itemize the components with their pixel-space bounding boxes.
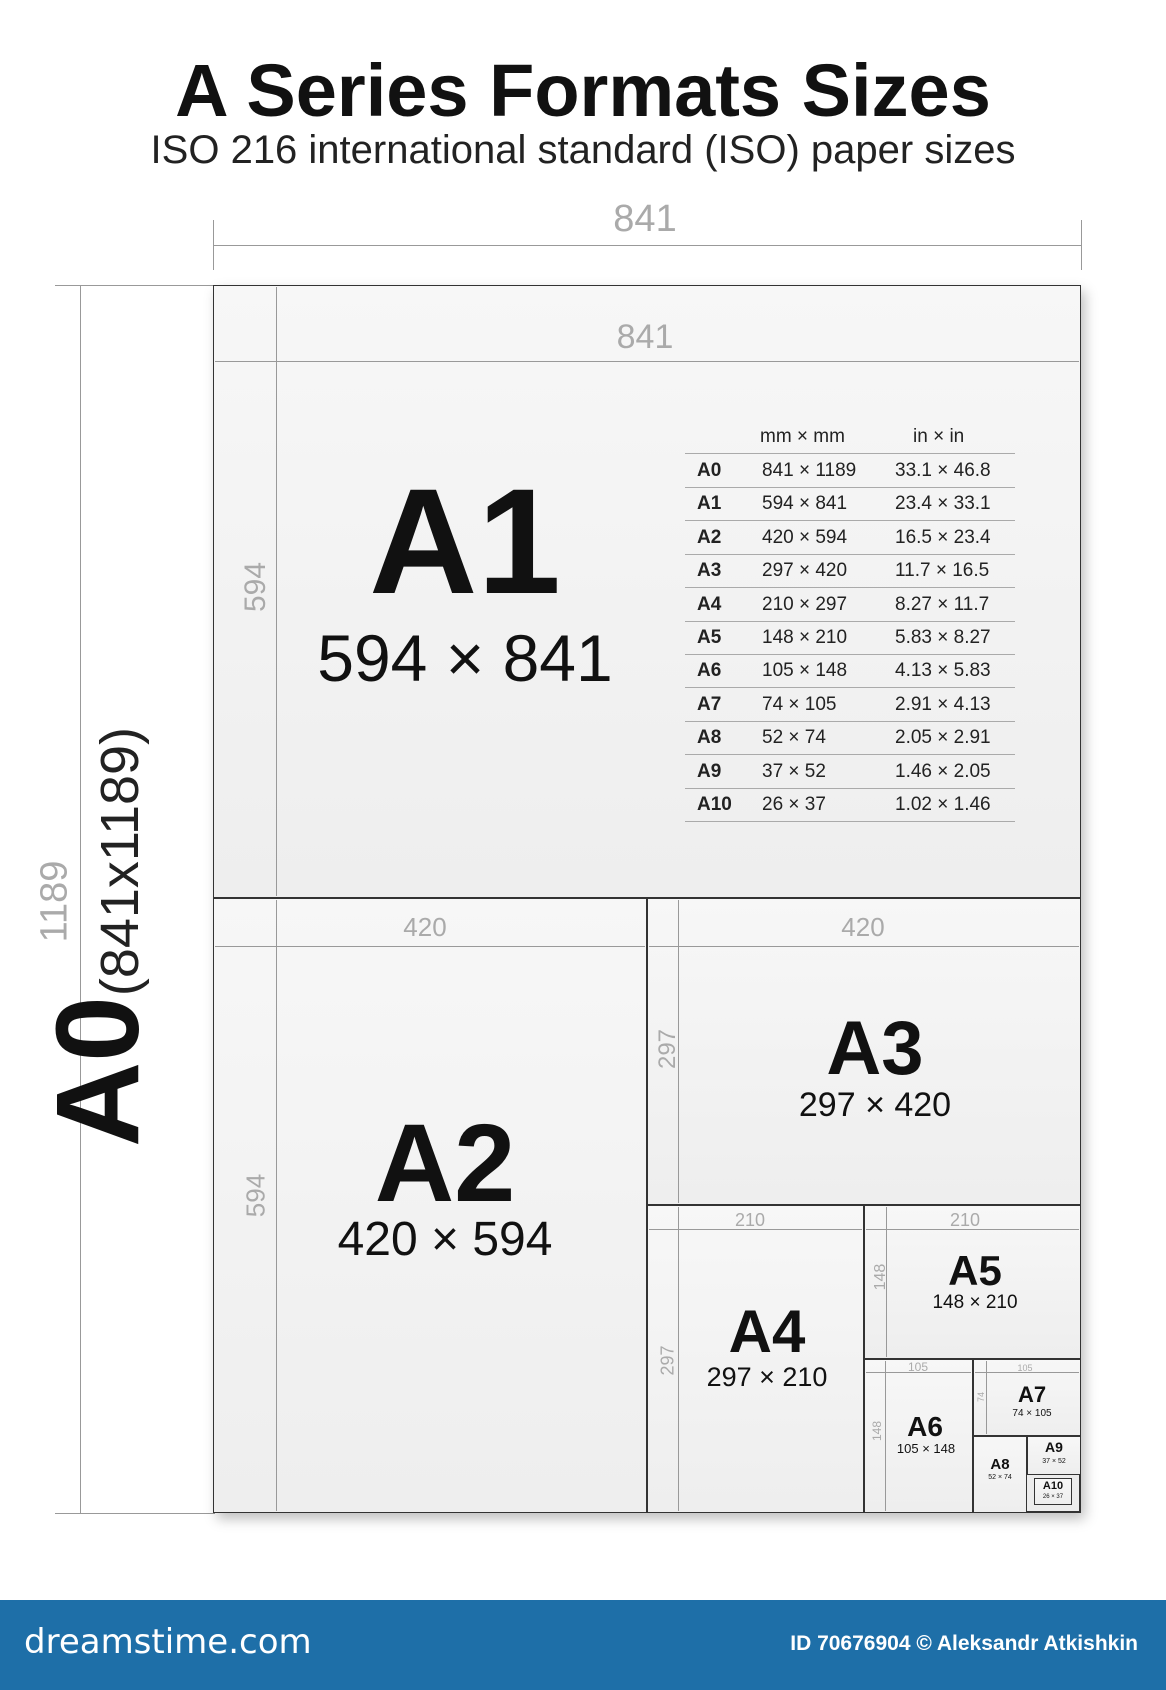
table-cell-format: A10	[697, 794, 732, 815]
a8-label: A8	[990, 1456, 1010, 1473]
a5-height-label: 148	[872, 1263, 889, 1291]
a1-label: A1	[369, 457, 561, 625]
a4-height-label: 297	[657, 1345, 678, 1376]
a5-size: 148 × 210	[932, 1292, 1018, 1313]
table-cell-format: A1	[697, 493, 722, 515]
a2-width-label: 420	[403, 912, 447, 942]
table-cell-format: A0	[697, 460, 722, 481]
a6-label: A6	[907, 1411, 943, 1442]
table-cell-mm: 841 × 1189	[762, 460, 857, 481]
a0-size: (841x1189)	[90, 726, 150, 997]
a1-size: 594 × 841	[317, 621, 613, 695]
a0-height-label: 1189	[33, 860, 76, 943]
table-cell-in: 23.4 × 33.1	[895, 493, 991, 515]
a0-label-group	[30, 627, 164, 1147]
a2-label: A2	[374, 1102, 516, 1225]
a0-label: A0	[32, 996, 164, 1147]
a4-label: A4	[728, 1298, 806, 1365]
a1-height-line	[276, 287, 277, 896]
table-row	[685, 654, 1015, 688]
a7-width-label: 105	[1017, 1363, 1033, 1373]
table-cell-format: A3	[697, 560, 722, 582]
a6-height-label: 148	[870, 1420, 884, 1442]
table-cell-format: A2	[697, 526, 722, 548]
a1-width-label: 841	[616, 318, 674, 356]
table-header-row	[685, 420, 1015, 454]
table-cell-in: 16.5 × 23.4	[895, 526, 991, 548]
footer-brand[interactable]: dreamstime.com	[24, 1622, 312, 1662]
table-row	[685, 688, 1015, 722]
table-cell-mm: 420 × 594	[762, 526, 848, 548]
table-cell-mm: 210 × 297	[762, 593, 848, 615]
a10-size: 26 × 37	[1042, 1494, 1064, 1500]
table-cell-in: 2.91 × 4.13	[895, 693, 991, 715]
a5-label: A5	[948, 1247, 1002, 1294]
a3-width-line	[649, 946, 1079, 947]
table-cell-mm: 74 × 105	[762, 693, 837, 715]
table-cell-format: A7	[697, 693, 722, 715]
a7-label: A7	[1017, 1382, 1047, 1407]
a0-width-tick-right	[1081, 220, 1082, 270]
table-row	[685, 788, 1015, 822]
a2-size: 420 × 594	[337, 1213, 553, 1266]
table-cell-format: A5	[697, 627, 722, 648]
table-cell-mm: 297 × 420	[762, 560, 848, 582]
table-row	[685, 721, 1015, 755]
a6-width-label: 105	[907, 1360, 929, 1374]
a7-height-line	[986, 1361, 987, 1434]
table-header-mm: mm × mm	[760, 426, 845, 447]
table-cell-format: A4	[697, 593, 722, 615]
table-row	[685, 588, 1015, 622]
a4-size: 297 × 210	[706, 1362, 828, 1392]
table-cell-format: A9	[697, 760, 722, 782]
a7-size: 74 × 105	[1012, 1408, 1052, 1419]
a2-height-line	[276, 900, 277, 1511]
table-cell-in: 11.7 × 16.5	[895, 560, 990, 582]
table-cell-in: 1.02 × 1.46	[895, 794, 991, 815]
table-row	[685, 554, 1015, 588]
a4-width-label: 210	[734, 1210, 766, 1230]
a10-label: A10	[1042, 1480, 1064, 1492]
table-cell-mm: 37 × 52	[762, 760, 826, 782]
a0-width-line	[213, 245, 1081, 246]
size-table	[685, 420, 1015, 830]
a3-width-label: 420	[841, 912, 885, 942]
a1-width-line	[215, 361, 1079, 362]
table-cell-mm: 26 × 37	[762, 794, 826, 815]
footer-credit: ID 70676904 © Aleksandr Atkishkin	[790, 1632, 1138, 1655]
a6-size: 105 × 148	[896, 1441, 956, 1456]
table-cell-mm: 52 × 74	[762, 727, 826, 749]
a2-width-line	[215, 946, 645, 947]
table-row	[685, 487, 1015, 521]
table-cell-mm: 594 × 841	[762, 493, 848, 515]
page-subtitle: ISO 216 international standard (ISO) paper sizes	[150, 128, 1016, 172]
table-header-in: in × in	[913, 426, 965, 447]
footer-bar	[0, 1600, 1166, 1690]
a0-width-tick-left	[213, 220, 214, 270]
a3-height-label: 297	[654, 1028, 681, 1070]
a0-height-tick-bottom	[55, 1513, 215, 1514]
a8-size: 52 × 74	[988, 1474, 1012, 1481]
table-cell-in: 4.13 × 5.83	[895, 660, 991, 682]
a2-height-label: 594	[240, 1173, 271, 1218]
table-row	[685, 755, 1015, 789]
table-cell-mm: 148 × 210	[762, 627, 848, 648]
table-row	[685, 454, 1015, 488]
table-cell-in: 8.27 × 11.7	[895, 593, 990, 615]
page-title: A Series Formats Sizes	[175, 49, 991, 132]
table-cell-mm: 105 × 148	[762, 660, 848, 682]
table-cell-format: A6	[697, 660, 722, 682]
a0-width-label: 841	[613, 198, 677, 240]
a9-label: A9	[1045, 1439, 1063, 1455]
table-row	[685, 521, 1015, 555]
a7-height-label: 74	[976, 1392, 986, 1403]
table-row	[685, 621, 1015, 655]
a1-height-label: 594	[239, 561, 272, 613]
table-cell-in: 5.83 × 8.27	[895, 627, 991, 648]
a3-label: A3	[826, 1006, 924, 1091]
table-cell-in: 1.46 × 2.05	[895, 760, 991, 782]
a5-width-label: 210	[949, 1210, 981, 1230]
a3-size: 297 × 420	[798, 1086, 952, 1124]
table-cell-format: A8	[697, 727, 722, 749]
a0-height-tick-top	[55, 285, 215, 286]
table-cell-in: 2.05 × 2.91	[895, 727, 991, 749]
a9-size: 37 × 52	[1042, 1458, 1066, 1465]
a6-height-line	[885, 1361, 886, 1511]
table-cell-in: 33.1 × 46.8	[895, 460, 991, 481]
